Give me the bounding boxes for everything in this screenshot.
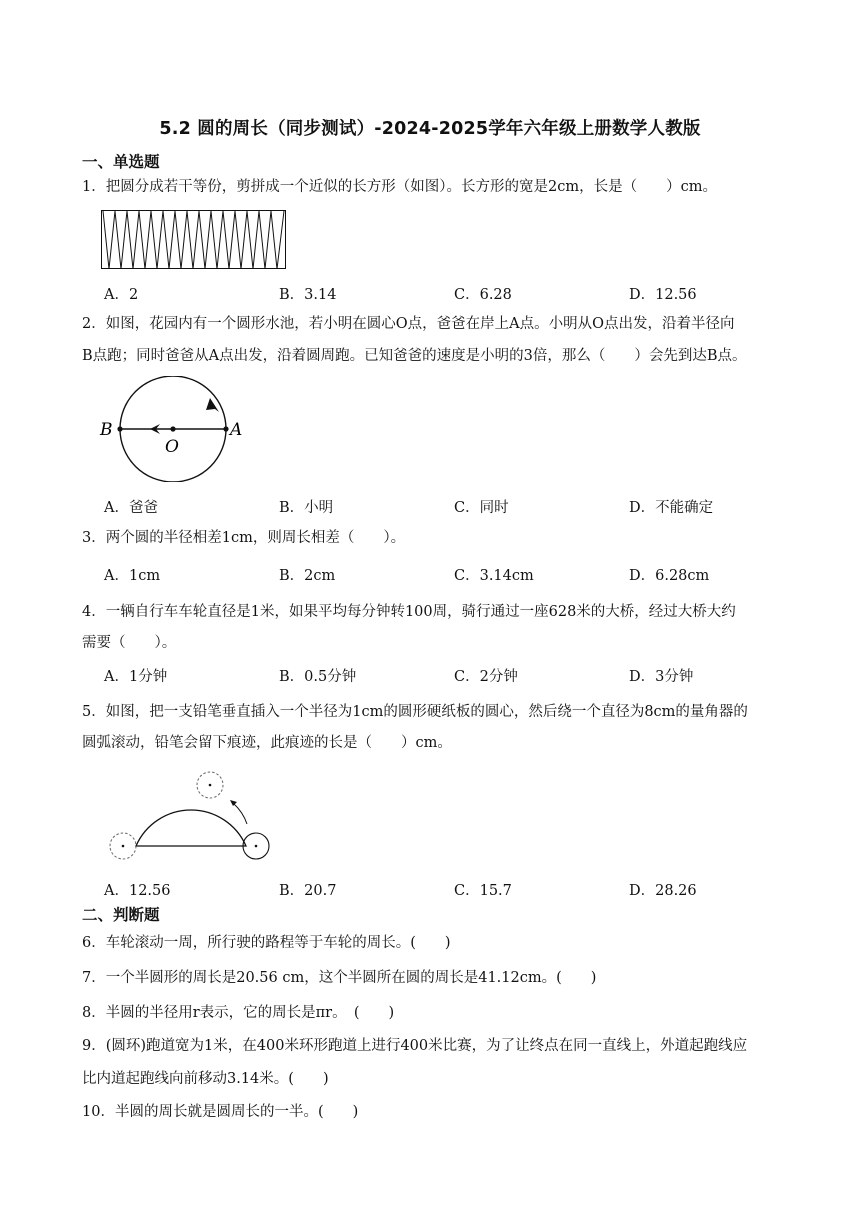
- option-a[interactable]: A．1分钟: [104, 669, 168, 685]
- option-c[interactable]: C．15.7: [454, 883, 512, 899]
- question-8: 8．半圆的半径用r表示，它的周长是πr。 ( ): [82, 1005, 395, 1021]
- option-d[interactable]: D．不能确定: [629, 500, 714, 516]
- option-a[interactable]: A．1cm: [104, 568, 161, 584]
- label-a: A: [230, 420, 243, 440]
- question-1-options: [104, 283, 804, 305]
- option-b[interactable]: B．2cm: [279, 568, 336, 584]
- option-b[interactable]: B．20.7: [279, 883, 337, 899]
- label-b: B: [100, 420, 113, 440]
- option-d[interactable]: D．28.26: [629, 883, 697, 899]
- question-2-options: [104, 496, 804, 518]
- question-1-figure: [101, 210, 287, 270]
- question-2-line-2: B点跑；同时爸爸从A点出发，沿着圆周跑。已知爸爸的速度是小明的3倍，那么（ ）会先到达B点。: [82, 348, 747, 364]
- question-3: 3．两个圆的半径相差1cm，则周长相差（ ）。: [82, 530, 406, 546]
- curve-arrow-icon: [233, 803, 247, 824]
- question-9-line-1: 9．(圆环)跑道宽为1米，在400米环形跑道上进行400米比赛，为了让终点在同一直线上，外道起跑线应: [82, 1038, 748, 1054]
- question-10: 10．半圆的周长就是圆周长的一半。( ): [82, 1104, 359, 1120]
- option-a[interactable]: A．12.56: [104, 883, 171, 899]
- option-d[interactable]: D．12.56: [629, 287, 697, 303]
- question-4-line-2: 需要（ ）。: [82, 635, 177, 651]
- question-5-options: [104, 879, 804, 901]
- option-b[interactable]: B．0.5分钟: [279, 669, 357, 685]
- question-2-line-1: 2．如图，花园内有一个圆形水池，若小明在圆心O点，爸爸在岸上A点。小明从O点出发，沿着半径向: [82, 316, 735, 332]
- option-b[interactable]: B．3.14: [279, 287, 337, 303]
- question-5-line-2: 圆弧滚动，铅笔会留下痕迹，此痕迹的长是（ ）cm。: [82, 735, 452, 751]
- question-1: 1．把圆分成若干等份，剪拼成一个近似的长方形（如图）。长方形的宽是2cm，长是（ ）cm。: [82, 179, 717, 195]
- section-single-choice: 一、单选题: [82, 153, 160, 171]
- question-4-line-1: 4．一辆自行车车轮直径是1米，如果平均每分钟转100周，骑行通过一座628米的大桥，经过大桥大约: [82, 604, 736, 620]
- option-c[interactable]: C．3.14cm: [454, 568, 534, 584]
- option-c[interactable]: C．同时: [454, 500, 509, 516]
- question-7: 7．一个半圆形的周长是20.56 cm，这个半圆所在圆的周长是41.12cm。( ): [82, 970, 597, 986]
- section-true-false: 二、判断题: [82, 906, 160, 924]
- question-6: 6．车轮滚动一周，所行驶的路程等于车轮的周长。( ): [82, 935, 451, 951]
- option-a[interactable]: A．爸爸: [104, 500, 158, 516]
- option-c[interactable]: C．2分钟: [454, 669, 518, 685]
- option-b[interactable]: B．小明: [279, 500, 334, 516]
- page-title: 5.2 圆的周长（同步测试）-2024-2025学年六年级上册数学人教版: [159, 119, 701, 139]
- option-d[interactable]: D．3分钟: [629, 669, 694, 685]
- option-a[interactable]: A．2: [104, 287, 139, 303]
- question-5-figure: [106, 768, 272, 864]
- question-4-options: [104, 665, 804, 687]
- option-c[interactable]: C．6.28: [454, 287, 512, 303]
- label-o: O: [165, 437, 179, 457]
- option-d[interactable]: D．6.28cm: [629, 568, 710, 584]
- question-5-line-1: 5．如图，把一支铅笔垂直插入一个半径为1cm的圆形硬纸板的圆心，然后绕一个直径为8cm的量角器的: [82, 704, 748, 720]
- question-9-line-2: 比内道起跑线向前移动3.14米。( ): [82, 1071, 329, 1087]
- question-3-options: [104, 564, 804, 586]
- question-2-figure: [98, 376, 250, 482]
